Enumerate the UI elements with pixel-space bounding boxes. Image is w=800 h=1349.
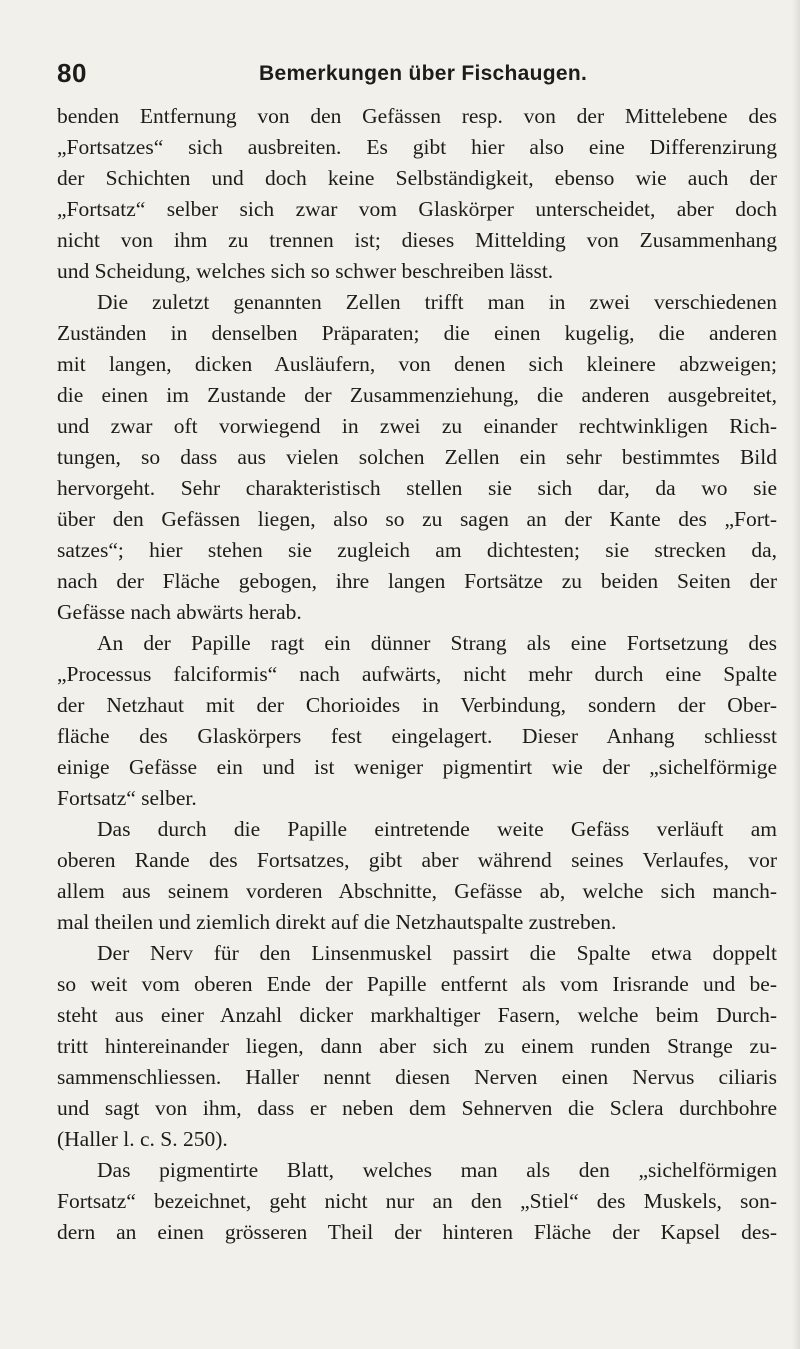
text-line: oberen Rande des Fortsatzes, gibt aber während seines Verlaufes, vor <box>57 848 777 872</box>
text-line: sammenschliessen. Haller nennt diesen Nerven einen Nervus ciliaris <box>57 1065 777 1089</box>
body-text <box>57 101 777 1248</box>
text-line: An der Papille ragt ein dünner Strang als eine Fortsetzung des <box>97 631 777 655</box>
text-line: einige Gefässe ein und ist weniger pigmentirt wie der „sichelförmige <box>57 755 777 779</box>
running-head: Bemerkungen über Fischaugen. <box>259 62 588 85</box>
text-line: und zwar oft vorwiegend in zwei zu einander rechtwinkligen Rich- <box>57 414 777 438</box>
text-line: satzes“; hier stehen sie zugleich am dichtesten; sie strecken da, <box>57 538 777 562</box>
text-line: Der Nerv für den Linsenmuskel passirt die Spalte etwa doppelt <box>97 941 777 965</box>
text-line: fläche des Glaskörpers fest eingelagert. Dieser Anhang schliesst <box>57 724 777 748</box>
text-line: nach der Fläche gebogen, ihre langen Fortsätze zu beiden Seiten der <box>57 569 777 593</box>
text-line: benden Entfernung von den Gefässen resp. von der Mittelebene des <box>57 104 777 128</box>
text-line: Das durch die Papille eintretende weite Gefäss verläuft am <box>97 817 777 841</box>
text-line: und Scheidung, welches sich so schwer beschreiben lässt. <box>57 259 554 283</box>
text-line: hervorgeht. Sehr charakteristisch stellen sie sich dar, da wo sie <box>57 476 777 500</box>
text-line: „Fortsatz“ selber sich zwar vom Glaskörper unterscheidet, aber doch <box>57 197 777 221</box>
page-edge-shadow <box>792 0 800 1349</box>
text-line: und sagt von ihm, dass er neben dem Sehnerven die Sclera durchbohre <box>57 1096 777 1120</box>
text-line: Fortsatz“ selber. <box>57 786 197 810</box>
page-number: 80 <box>57 58 87 88</box>
text-line: Gefässe nach abwärts herab. <box>57 600 302 624</box>
text-line: „Processus falciformis“ nach aufwärts, nicht mehr durch eine Spalte <box>57 662 777 686</box>
text-line: der Netzhaut mit der Chorioides in Verbindung, sondern der Ober- <box>57 693 777 717</box>
text-line: steht aus einer Anzahl dicker markhaltiger Fasern, welche beim Durch- <box>57 1003 777 1027</box>
text-line: allem aus seinem vorderen Abschnitte, Gefässe ab, welche sich manch- <box>57 879 777 903</box>
text-line: so weit vom oberen Ende der Papille entfernt als vom Irisrande und be- <box>57 972 777 996</box>
text-line: der Schichten und doch keine Selbständigkeit, ebenso wie auch der <box>57 166 777 190</box>
text-line: dern an einen grösseren Theil der hinteren Fläche der Kapsel des- <box>57 1220 777 1244</box>
text-line: Das pigmentirte Blatt, welches man als den „sichelförmigen <box>97 1158 777 1182</box>
text-line: Zuständen in denselben Präparaten; die einen kugelig, die anderen <box>57 321 777 345</box>
text-line: (Haller l. c. S. 250). <box>57 1127 228 1151</box>
page-header <box>57 58 757 94</box>
text-line: tritt hintereinander liegen, dann aber sich zu einem runden Strange zu- <box>57 1034 777 1058</box>
text-line: mit langen, dicken Ausläufern, von denen sich kleinere abzweigen; <box>57 352 777 376</box>
text-line: mal theilen und ziemlich direkt auf die Netzhautspalte zustreben. <box>57 910 617 934</box>
text-line: Fortsatz“ bezeichnet, geht nicht nur an den „Stiel“ des Muskels, son- <box>57 1189 777 1213</box>
text-line: die einen im Zustande der Zusammenziehung, die anderen ausgebreitet, <box>57 383 777 407</box>
text-line: nicht von ihm zu trennen ist; dieses Mittelding von Zusammenhang <box>57 228 777 252</box>
text-line: tungen, so dass aus vielen solchen Zellen ein sehr bestimmtes Bild <box>57 445 777 469</box>
text-line: „Fortsatzes“ sich ausbreiten. Es gibt hier also eine Differenzirung <box>57 135 777 159</box>
text-line: über den Gefässen liegen, also so zu sagen an der Kante des „Fort- <box>57 507 777 531</box>
text-line: Die zuletzt genannten Zellen trifft man in zwei verschiedenen <box>97 290 777 314</box>
